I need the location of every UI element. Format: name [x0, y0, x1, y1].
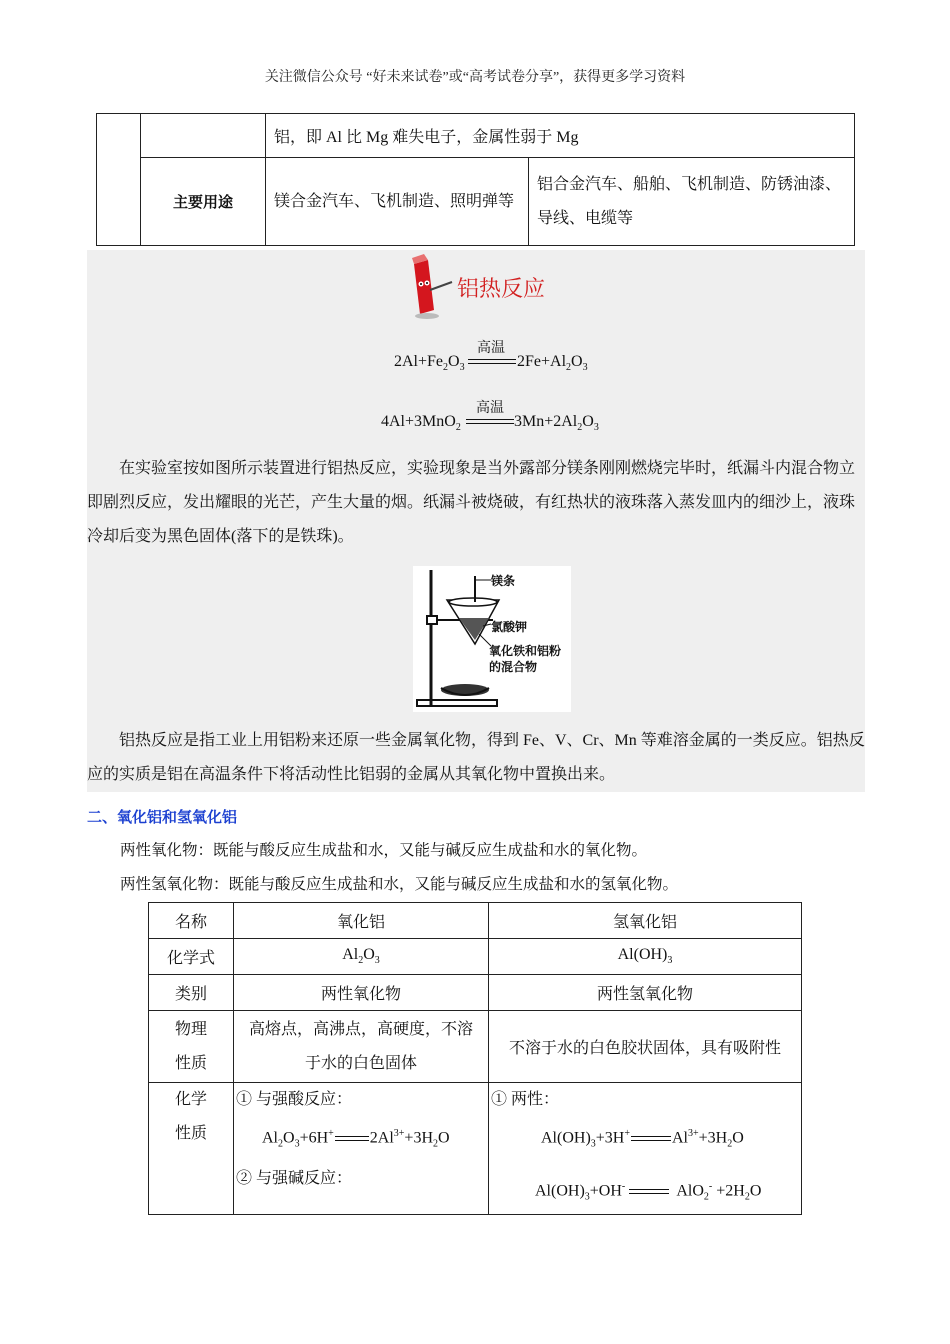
oxide-chem-base-label: ② 与强碱反应： — [236, 1169, 353, 1187]
pencil-mascot-icon — [400, 254, 456, 320]
oxide-formula: $Al_2O_3$ — [234, 939, 489, 975]
table-cell-empty — [97, 114, 141, 246]
row-label-chemical-1: 化学 — [174, 1091, 207, 1108]
row-label-chemical-2: 性质 — [174, 1125, 207, 1142]
amphoteric-hydroxide-definition: 两性氢氧化物：既能与酸反应生成盐和水，又能与碱反应生成盐和水的氢氧化物。 — [120, 876, 679, 893]
al-uses-cell: 铝合金汽车、船舶、飞机制造、防锈油漆、导线、电缆等 — [529, 158, 855, 246]
eq2-products: $3Mn+2Al_2O_3$ — [514, 413, 599, 434]
label-kclo3: 氯酸钾 — [491, 620, 528, 634]
label-mg-ribbon: 镁条 — [491, 574, 516, 588]
hydroxide-chemical — [489, 1083, 802, 1215]
oxide-acid-equation: $Al_2O_3+6H^+$ $2Al^{3+}+3H_2O$ — [262, 1128, 450, 1150]
hydroxide-chem-label: ① 两性： — [491, 1091, 560, 1108]
hydroxide-physical: 不溶于水的白色胶状固体，具有吸附性 — [489, 1011, 802, 1083]
hydroxide-formula: $Al(OH)_3$ — [489, 939, 802, 975]
eq1-double-line — [468, 359, 516, 364]
thermite-apparatus-diagram — [413, 566, 571, 712]
thermite-title: 铝热反应 — [457, 277, 546, 302]
hydroxide-class: 两性氢氧化物 — [489, 975, 802, 1011]
row-label-class: 类别 — [149, 975, 234, 1011]
hydroxide-acid-equation: $Al(OH)_3+3H^+$ $Al^{3+}+3H_2O$ — [541, 1128, 744, 1150]
thermite-paragraph-1: 在实验室按如图所示装置进行铝热反应，实验现象是当外露部分镁条刚刚燃烧完毕时，纸漏斗内混合物立即剧烈反应，发出耀眼的光芒，产生大量的烟。纸漏斗被烧破，有红热状的液珠落入蒸发皿内的细沙上，液珠冷却后变为黑色固体(落下的是铁珠)。 — [87, 460, 856, 545]
oxide-chem-acid-label: ① 与强酸反应： — [236, 1091, 353, 1108]
table-cell-empty — [141, 114, 266, 158]
section-title: 二、氧化铝和氢氧化铝 — [87, 808, 238, 826]
header-oxide: 氧化铝 — [234, 903, 489, 939]
header-hydroxide: 氢氧化铝 — [489, 903, 802, 939]
eq2-condition: 高温 — [476, 400, 504, 416]
amphoteric-oxide-definition: 两性氧化物：既能与酸反应生成盐和水，又能与碱反应生成盐和水的氧化物。 — [120, 842, 648, 859]
equation-1 — [394, 353, 465, 373]
row-label-physical — [149, 1011, 234, 1083]
oxide-physical: 高熔点，高沸点，高硬度，不溶于水的白色固体 — [234, 1011, 489, 1083]
eq2-double-line — [466, 419, 514, 424]
hydroxide-base-equation: $Al(OH)_3+OH^-$ $AlO_2^- +2H_2O$ — [535, 1180, 762, 1203]
row-label-uses: 主要用途 — [141, 158, 266, 246]
row-label-physical-2: 性质 — [174, 1054, 207, 1072]
oxide-class: 两性氧化物 — [234, 975, 489, 1011]
thermite-paragraph-2: 铝热反应是指工业上用铝粉来还原一些金属氧化物，得到 Fe、V、Cr、Mn 等难溶金属的一类反应。铝热反应的实质是铝在高温条件下将活动性比铝弱的金属从其氧化物中置换出来。 — [87, 732, 865, 783]
mg-uses-cell: 镁合金汽车、飞机制造、照明弹等 — [266, 158, 529, 246]
eq1-products: $2Fe+Al_2O_3$ — [517, 353, 588, 374]
row-label-chemical — [149, 1083, 234, 1215]
page-header: 关注微信公众号 “好未来试卷”或“高考试卷分享”，获得更多学习资料 — [264, 70, 686, 85]
header-name: 名称 — [149, 903, 234, 939]
label-mixture-2: 的混合物 — [489, 660, 538, 674]
table-cell: 铝，即 Al 比 Mg 难失电子，金属性弱于 Mg — [266, 114, 855, 158]
label-mixture-1: 氧化铁和铝粉 — [489, 644, 562, 658]
alumina-hydroxide-table — [148, 902, 802, 1215]
eq2-reactants: 4Al+3MnO$_2$ — [381, 413, 461, 434]
row-label-physical-1: 物理 — [174, 1020, 207, 1038]
eq1-reactants: $2Al+Fe_2O_3$ — [394, 353, 465, 374]
row-label-formula: 化学式 — [149, 939, 234, 975]
mg-al-comparison-table — [96, 113, 855, 246]
eq1-condition: 高温 — [477, 340, 505, 356]
oxide-chemical — [234, 1083, 489, 1215]
